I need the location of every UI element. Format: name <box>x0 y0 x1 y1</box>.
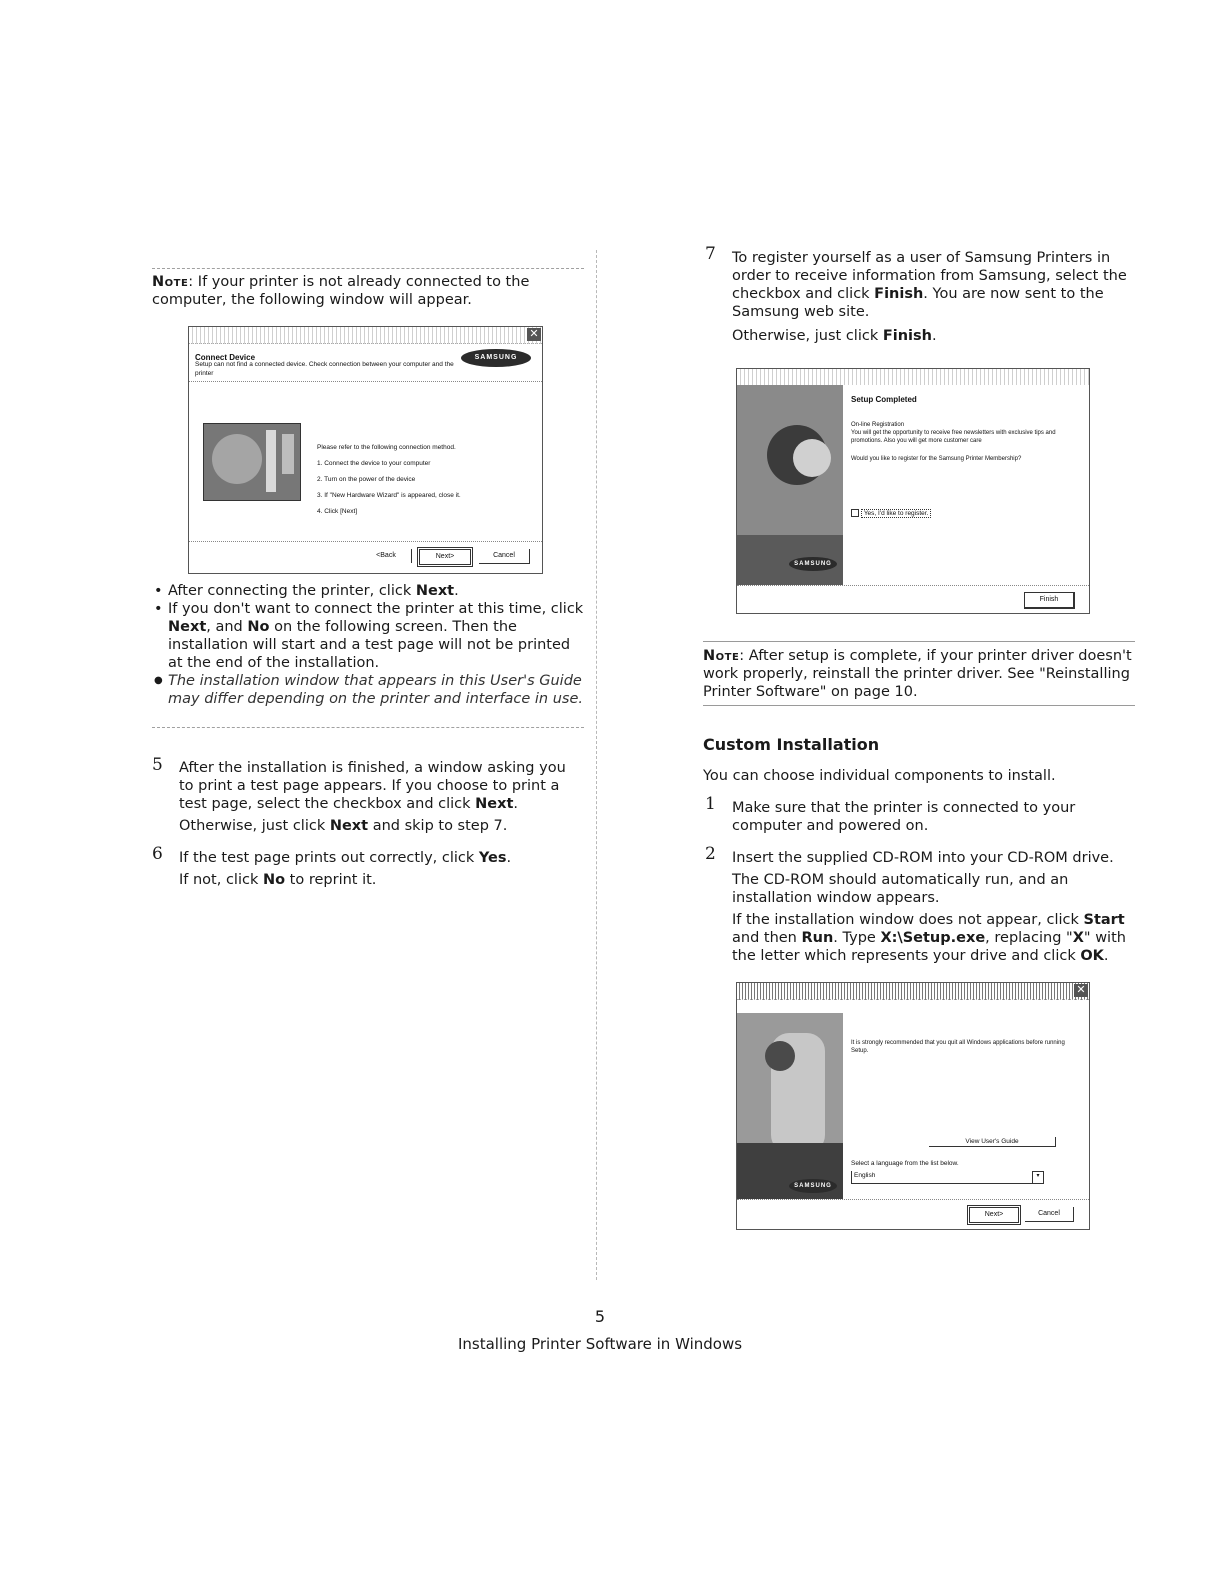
dialog-titlebar <box>189 327 542 344</box>
language-select[interactable] <box>851 1171 1044 1184</box>
connection-bullets <box>152 582 584 708</box>
custom-step-1-text: Make sure that the printer is connected to your computer and powered on. <box>732 800 1076 834</box>
dialog-titlebar <box>737 369 1089 385</box>
dialog-titlebar <box>737 983 1089 1000</box>
setup-launch-dialog <box>736 982 1090 1230</box>
back-button[interactable]: <Back <box>361 549 412 563</box>
samsung-mascot-image <box>737 1013 843 1199</box>
close-icon[interactable]: ✕ <box>1074 984 1088 997</box>
samsung-logo: SAMSUNG <box>461 349 531 367</box>
step-6-text: If the test page prints out correctly, click Yes. If not, click No to reprint it. <box>179 850 512 888</box>
custom-intro: You can choose individual components to install. <box>703 768 1056 784</box>
register-checkbox[interactable]: Yes, I'd like to register. <box>851 509 931 518</box>
page-number: 5 <box>594 1307 606 1326</box>
column-divider <box>596 250 597 1280</box>
selected-language: English <box>854 1172 876 1179</box>
instruction-item: 2. Turn on the power of the device <box>317 476 416 483</box>
instruction-item: Please refer to the following connection method. <box>317 444 456 451</box>
note-text: : After setup is complete, if your printer driver doesn't work properly, reinstall the printer driver. See "Reinstalling Printer Software" on page 10. <box>703 648 1132 700</box>
cancel-button[interactable]: Cancel <box>1025 1207 1074 1222</box>
registration-info: On-line Registration You will get the opportunity to receive free newsletters with exclusive tips and promotions. Also you will get more customer care Would you like to register for the Samsung Printer Membership? <box>851 422 1056 462</box>
instruction-item: 3. If "New Hardware Wizard" is appeared, close it. <box>317 492 461 499</box>
note-top-rule <box>703 641 1135 642</box>
note-bottom-rule <box>703 705 1135 706</box>
step-number: 1 <box>705 794 716 814</box>
note-connect <box>152 273 572 309</box>
printer-connection-image <box>203 423 301 501</box>
chevron-down-icon[interactable]: ▾ <box>1032 1171 1044 1184</box>
header-separator <box>189 381 542 382</box>
chapter-title: Installing Printer Software in Windows <box>457 1335 743 1353</box>
step-number: 7 <box>705 244 716 264</box>
footer-separator <box>737 585 1089 586</box>
instruction-list <box>317 443 527 516</box>
step-7-text: To register yourself as a user of Samsung Printers in order to receive information from Samsung, select the checkbox and click Finish. You are now sent to the Samsung web site. Otherwise, just click Finish. <box>732 250 1127 344</box>
dialog-subtitle: Setup can not find a connected device. Check connection between your computer and the printer <box>195 361 454 377</box>
custom-step-2-text: Insert the supplied CD-ROM into your CD-ROM drive. The CD-ROM should automatically run, and an installation window appears. If the installation window does not appear, click Start and then Run. Type X:\Setup.exe, replacing "X" with the letter which represents your drive and click OK. <box>732 850 1126 964</box>
note-bottom-rule <box>152 727 584 728</box>
checkbox-icon <box>851 509 859 517</box>
dialog-title: Connect Device <box>195 353 256 362</box>
note-top-rule <box>152 268 584 269</box>
next-button[interactable]: Next> <box>419 549 471 565</box>
note-label: Note <box>703 648 740 664</box>
finish-button[interactable]: Finish <box>1024 592 1075 609</box>
close-icon[interactable]: ✕ <box>527 328 541 341</box>
samsung-mascot-image <box>737 385 843 585</box>
step-5-text: After the installation is finished, a window asking you to print a test page appears. If you choose to print a test page, select the checkbox and click Next. Otherwise, just click Next and skip to step 7. <box>179 760 566 834</box>
dialog-title: Setup Completed <box>851 395 917 404</box>
samsung-logo: SAMSUNG <box>789 1179 837 1193</box>
list-item: ● The installation window that appears in this User's Guide may differ depending on the printer and interface in use. <box>154 673 583 707</box>
note-label: Note <box>152 274 189 290</box>
step-number: 6 <box>152 844 163 864</box>
language-prompt: Select a language from the list below. <box>851 1160 959 1167</box>
cancel-button[interactable]: Cancel <box>479 549 530 564</box>
section-title: Custom Installation <box>703 735 880 754</box>
step-number: 5 <box>152 755 163 775</box>
instruction-item: 4. Click [Next] <box>317 508 358 515</box>
list-item: • If you don't want to connect the printer at this time, click Next, and No on the following screen. Then the installation will start and a test page will not be printed at the end of the installation. <box>154 601 584 671</box>
note-text: : If your printer is not already connected to the computer, the following window will appear. <box>152 274 530 308</box>
next-button[interactable]: Next> <box>969 1207 1019 1223</box>
warning-message: It is strongly recommended that you quit all Windows applications before running Setup. <box>851 1040 1065 1054</box>
bullet-icon: ● <box>154 675 163 686</box>
step-number: 2 <box>705 844 716 864</box>
setup-completed-dialog <box>736 368 1090 614</box>
footer-separator <box>737 1199 1089 1200</box>
samsung-logo: SAMSUNG <box>789 557 837 571</box>
list-item: • After connecting the printer, click Next. <box>154 583 459 599</box>
note-after-setup <box>703 647 1133 701</box>
footer-separator <box>189 541 542 542</box>
view-guide-button[interactable]: View User's Guide <box>929 1137 1056 1147</box>
connect-device-dialog <box>188 326 543 574</box>
instruction-item: 1. Connect the device to your computer <box>317 460 431 467</box>
